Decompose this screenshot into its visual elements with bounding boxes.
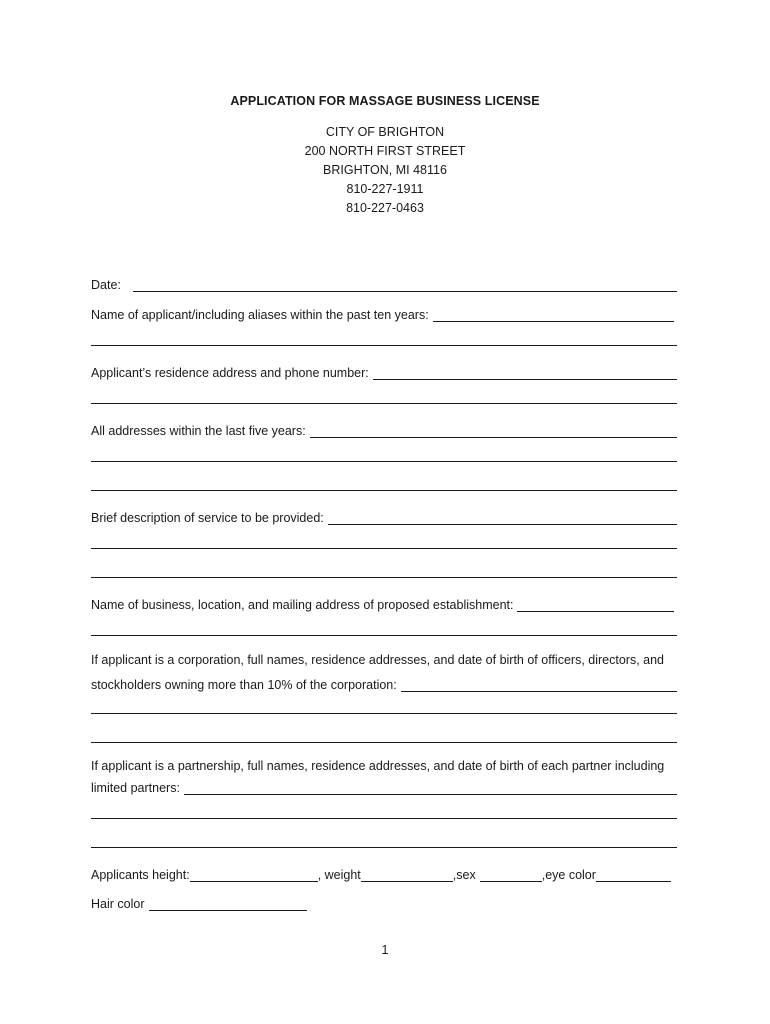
corporation-label: stockholders owning more than 10% of the corporation: [91, 678, 397, 692]
page-number: 1 [381, 943, 389, 957]
height-input-line[interactable] [190, 867, 318, 882]
addresses-label: All addresses within the last five years: [91, 424, 306, 438]
city-state-zip: BRIGHTON, MI 48116 [323, 163, 447, 177]
residence-extra-line[interactable] [91, 403, 677, 404]
weight-label: , weight [317, 868, 361, 882]
eye-color-label: ,eye color [541, 868, 596, 882]
partnership-input-line[interactable] [184, 780, 677, 795]
corporation-extra-line-2[interactable] [91, 742, 677, 743]
city-name: CITY OF BRIGHTON [325, 125, 445, 139]
phone-number: 810-227-1911 [346, 182, 424, 196]
fax-number: 810-227-0463 [346, 201, 424, 215]
corporation-extra-line-1[interactable] [91, 713, 677, 714]
residence-label: Applicant’s residence address and phone number: [91, 366, 369, 380]
business-label: Name of business, location, and mailing address of proposed establishment: [91, 598, 514, 612]
partnership-label: limited partners: [91, 781, 180, 795]
date-label: Date: [91, 278, 121, 292]
sex-input-line[interactable] [480, 867, 542, 882]
height-label: Applicants height: [91, 868, 190, 882]
weight-input-line[interactable] [361, 867, 453, 882]
addresses-row [91, 418, 677, 438]
city-address-block [0, 123, 770, 218]
corporation-line-1: If applicant is a corporation, full names, residence addresses, and date of birth of officers, directors, and [91, 653, 664, 667]
name-aliases-input-line[interactable] [433, 307, 674, 322]
street-address: 200 NORTH FIRST STREET [304, 144, 466, 158]
business-row [91, 592, 677, 612]
addresses-input-line[interactable] [310, 423, 677, 438]
name-aliases-row [91, 302, 677, 322]
service-row [91, 505, 677, 525]
residence-input-line[interactable] [373, 365, 677, 380]
name-aliases-extra-line[interactable] [91, 345, 677, 346]
physical-row [91, 862, 677, 882]
partnership-row [91, 775, 677, 795]
addresses-extra-line-2[interactable] [91, 490, 677, 491]
partnership-line-1: If applicant is a partnership, full names, residence addresses, and date of birth of each partner including [91, 759, 665, 773]
business-extra-line[interactable] [91, 635, 677, 636]
name-aliases-label: Name of applicant/including aliases within the past ten years: [91, 308, 429, 322]
form-title: APPLICATION FOR MASSAGE BUSINESS LICENSE [230, 94, 540, 108]
service-label: Brief description of service to be provided: [91, 511, 324, 525]
corporation-input-line[interactable] [401, 677, 677, 692]
corporation-row [91, 672, 677, 692]
partnership-extra-line-2[interactable] [91, 847, 677, 848]
hair-color-input-line[interactable] [149, 896, 307, 911]
partnership-extra-line-1[interactable] [91, 818, 677, 819]
service-input-line[interactable] [328, 510, 677, 525]
hair-color-row [91, 891, 677, 911]
service-extra-line-1[interactable] [91, 548, 677, 549]
eye-color-input-line[interactable] [596, 867, 671, 882]
date-row [91, 272, 677, 292]
hair-color-label: Hair color [91, 897, 145, 911]
addresses-extra-line-1[interactable] [91, 461, 677, 462]
residence-row [91, 360, 677, 380]
date-input-line[interactable] [133, 277, 677, 292]
business-input-line[interactable] [517, 597, 674, 612]
sex-label: ,sex [452, 868, 476, 882]
service-extra-line-2[interactable] [91, 577, 677, 578]
